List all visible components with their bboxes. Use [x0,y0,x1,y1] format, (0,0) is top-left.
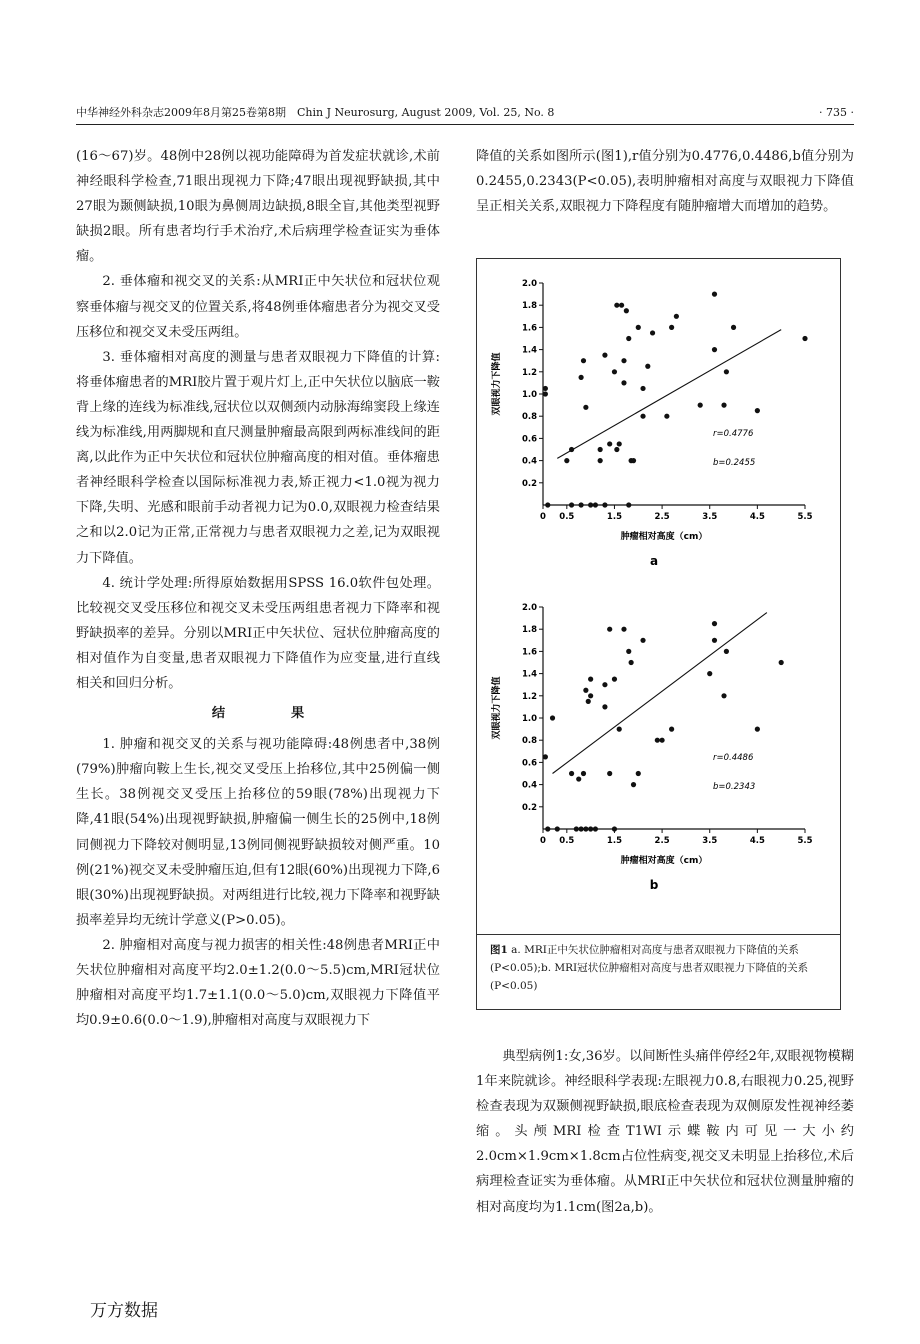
y-tick-label: 1.2 [521,367,537,378]
data-point [621,380,626,385]
figure-1 [476,258,841,1010]
y-tick-label: 1.2 [521,691,537,702]
y-tick-label: 1.8 [521,625,537,636]
y-tick-label: 1.6 [521,323,537,334]
data-point [579,375,584,380]
data-point [731,325,736,330]
data-point [626,649,631,654]
y-tick-label: 0.4 [521,456,537,467]
y-tick-label: 1.8 [521,301,537,312]
data-point [581,358,586,363]
x-tick-label: 3.5 [702,836,718,846]
x-axis-label: 肿瘤相对高度（cm） [620,856,708,866]
x-tick-label: 0.5 [559,836,575,846]
y-tick-label: 1.0 [521,714,537,724]
data-point [626,502,631,507]
x-tick-label: 2.5 [654,512,670,522]
data-point [640,386,645,391]
y-tick-label: 0.2 [521,478,537,489]
caption-text: a. MRI正中矢状位肿瘤相对高度与患者双眼视力下降值的关系(P<0.05);b. MRI冠状位肿瘤相对高度与患者双眼视力下降值的关系(P<0.05) [490,944,809,992]
y-tick-label: 1.6 [521,647,537,658]
annotation-r: r=0.4776 [713,429,754,440]
y-tick-label: 2.0 [521,279,537,289]
paragraph: 2. 垂体瘤和视交叉的关系:从MRI正中矢状位和冠状位观察垂体瘤与视交叉的位置关系,将48例垂体瘤患者分为视交叉受压移位和视交叉未受压两组。 [76,274,440,340]
y-tick-label: 1.0 [521,390,537,400]
data-point [602,704,607,709]
page-number: · 735 · [819,106,854,119]
data-point [712,621,717,626]
data-point [669,727,674,732]
data-point [724,649,729,654]
footer-watermark: 万方数据 [90,1301,158,1321]
data-point [631,458,636,463]
data-point [724,369,729,374]
data-point [698,403,703,408]
right-column-bottom [476,1044,854,1220]
data-point [543,391,548,396]
x-tick-label: 0 [540,512,546,522]
data-point [621,358,626,363]
data-point [655,738,660,743]
y-tick-label: 1.4 [521,345,537,356]
data-point [617,727,622,732]
data-point [650,330,655,335]
data-point [721,403,726,408]
data-point [669,325,674,330]
y-axis-label: 双眼视力下降值 [492,352,502,416]
y-tick-label: 0.8 [521,412,537,423]
x-tick-label: 0.5 [559,512,575,522]
data-point [545,502,550,507]
data-point [755,727,760,732]
x-tick-label: 2.5 [654,836,670,846]
data-point [607,771,612,776]
data-point [583,826,588,831]
data-point [707,671,712,676]
y-axis-label: 双眼视力下降值 [492,676,502,740]
data-point [631,782,636,787]
data-point [621,627,626,632]
data-point [588,826,593,831]
data-point [629,660,634,665]
y-tick-label: 0.8 [521,736,537,747]
data-point [545,826,550,831]
right-column-top [476,144,854,219]
data-point [576,776,581,781]
annotation-b: b=0.2343 [713,782,756,793]
x-tick-label: 3.5 [702,512,718,522]
left-column [76,144,440,1033]
data-point [674,314,679,319]
data-point [712,347,717,352]
x-axis-label: 肿瘤相对高度（cm） [620,532,708,542]
paragraph: 1. 肿瘤和视交叉的关系与视功能障碍:48例患者中,38例(79%)肿瘤向鞍上生长,视交叉受压上抬移位,其中25例偏一侧生长。38例视交叉受压上抬移位的59眼(78%)出现视力下降,41眼(54%)出现视野缺损,肿瘤偏一侧生长的25例中,18例同侧视力下降较对侧明显,13例同侧视野缺损较对侧严重。10例(21%)视交叉未受肿瘤压迫,但有12眼(60%)出现视力下降,6眼(30%)出现视野缺损。对两组进行比较,视力下降率和视野缺损率差异均无统计学意义(P>0.05)。 [76,737,440,928]
figure-1-charts [477,259,842,935]
data-point [614,303,619,308]
data-point [593,826,598,831]
figure-caption [476,934,841,992]
data-point [721,693,726,698]
data-point [619,303,624,308]
data-point [581,771,586,776]
running-header [76,104,854,125]
data-point [602,502,607,507]
data-point [617,441,622,446]
paragraph: 4. 统计学处理:所得原始数据用SPSS 16.0软件包处理。比较视交叉受压移位和视交叉未受压两组患者视力下降率和视野缺损率的差异。分别以MRI正中矢状位、冠状位肿瘤高度的相对值作为自变量,患者双眼视力下降值作为应变量,进行直线相关和回归分析。 [76,575,440,691]
y-tick-label: 2.0 [521,603,537,613]
data-point [636,325,641,330]
data-point [579,826,584,831]
data-point [640,414,645,419]
paragraph: 典型病例1:女,36岁。以间断性头痛伴停经2年,双眼视物模糊1年来院就诊。神经眼科学表现:左眼视力0.8,右眼视力0.25,视野检查表现为双颞侧视野缺损,眼底检查表现为双侧原发性视神经萎缩。头颅MRI检查T1WI示蝶鞍内可见一大小约2.0cm×1.9cm×1.8cm占位性病变,视交叉未明显上抬移位,术后病理检查证实为垂体瘤。从MRI正中矢状位和冠状位测量肿瘤的相对高度均为1.1cm(图2a,b)。 [476,1049,854,1215]
data-point [645,364,650,369]
data-point [636,771,641,776]
panel-label: b [649,878,659,892]
data-point [564,458,569,463]
data-point [712,638,717,643]
data-point [579,502,584,507]
data-point [588,677,593,682]
panel-label: a [649,554,659,568]
data-point [555,826,560,831]
data-point [588,502,593,507]
section-title: 结 果 [211,706,331,722]
data-point [607,441,612,446]
x-tick-label: 4.5 [749,836,765,846]
y-tick-label: 1.4 [521,669,537,680]
data-point [802,336,807,341]
data-point [612,369,617,374]
data-point [574,826,579,831]
data-point [612,677,617,682]
data-point [607,627,612,632]
data-point [588,693,593,698]
journal-info: 中华神经外科杂志2009年8月第25卷第8期 Chin J Neurosurg, August 2009, Vol. 25, No. 8 [76,106,555,119]
paragraph: 降值的关系如图所示(图1),r值分别为0.4776,0.4486,b值分别为0.2455,0.2343(P<0.05),表明肿瘤相对高度与双眼视力下降值呈正相关关系,双眼视力下降程度有随肿瘤增大而增加的趋势。 [476,149,854,215]
data-point [593,502,598,507]
y-tick-label: 0.4 [521,780,537,791]
x-tick-label: 5.5 [797,512,813,522]
x-tick-label: 1.5 [606,512,622,522]
data-point [602,682,607,687]
data-point [614,447,619,452]
data-point [598,458,603,463]
data-point [550,715,555,720]
data-point [755,408,760,413]
x-tick-label: 0 [540,836,546,846]
data-point [779,660,784,665]
data-point [569,771,574,776]
x-tick-label: 5.5 [797,836,813,846]
data-point [598,447,603,452]
data-point [612,826,617,831]
annotation-r: r=0.4486 [713,753,754,764]
y-tick-label: 0.6 [521,434,537,445]
annotation-b: b=0.2455 [713,458,756,469]
data-point [624,308,629,313]
data-point [664,414,669,419]
data-point [569,502,574,507]
data-point [583,688,588,693]
regression-line [553,613,767,774]
y-tick-label: 0.2 [521,802,537,813]
x-tick-label: 1.5 [606,836,622,846]
data-point [659,738,664,743]
data-point [626,336,631,341]
data-point [569,447,574,452]
y-tick-label: 0.6 [521,758,537,769]
data-point [543,754,548,759]
data-point [583,405,588,410]
caption-label: 图1 [490,944,508,956]
paragraph: 2. 肿瘤相对高度与视力损害的相关性:48例患者MRI正中矢状位肿瘤相对高度平均2.0±1.2(0.0～5.5)cm,MRI冠状位肿瘤相对高度平均1.7±1.1(0.0～5.0)cm,双眼视力下降值平均0.9±0.6(0.0～1.9),肿瘤相对高度与双眼视力下 [76,937,440,1029]
data-point [543,386,548,391]
x-tick-label: 4.5 [749,512,765,522]
data-point [712,292,717,297]
data-point [640,638,645,643]
data-point [602,353,607,358]
paragraph: (16～67)岁。48例中28例以视功能障碍为首发症状就诊,术前神经眼科学检查,71眼出现视力下降;47眼出现视野缺损,其中27眼为颞侧缺损,10眼为鼻侧周边缺损,8眼全盲,其他类型视野缺损2眼。所有患者均行手术治疗,术后病理学检查证实为垂体瘤。 [76,149,440,265]
data-point [586,699,591,704]
paragraph: 3. 垂体瘤相对高度的测量与患者双眼视力下降值的计算:将垂体瘤患者的MRI胶片置于观片灯上,正中矢状位以脑底一鞍背上缘的连线为标准线,冠状位以双侧颈内动脉海绵窦段上缘连线为标准线,用两脚规和直尺测量肿瘤最高限到两标准线间的距离,以此作为正中矢状位和冠状位肿瘤高度的相对值。垂体瘤患者神经眼科学检查以国际标准视力表,矫正视力<1.0视为视力下降,失明、光感和眼前手动者视力记为0.0,双眼视力检查结果之和以2.0记为正常,正常视力与患者双眼视力之差,记为双眼视力下降值。 [76,349,440,566]
